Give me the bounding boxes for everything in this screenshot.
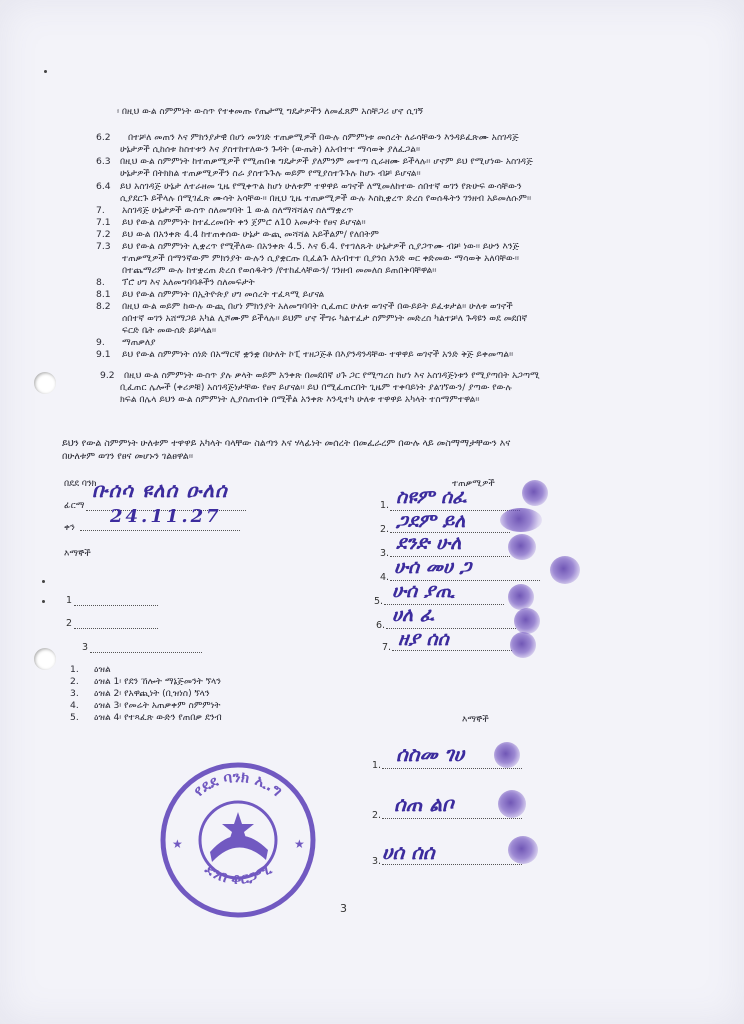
witness-line bbox=[382, 768, 522, 769]
beneficiary-signature: ሁሰ ያጢ bbox=[392, 580, 455, 602]
witness-number: 2 bbox=[66, 618, 73, 629]
bank-date: 24.11.27 bbox=[110, 506, 222, 527]
clause-line: ቢፈጠር ሌሎች (ቀሪዎቹ) አስገዳጅነታቸው የፀና ይሆናል፡፡ ይህ በሚፈጠርበት ጊዜም ተቀባይነት ያልገኘውን/ ያጣው የውሉ bbox=[120, 382, 512, 393]
clause-number: 9.1 bbox=[96, 349, 111, 360]
witness-line bbox=[382, 818, 522, 819]
stamp-top-text: የደደ ባንክ ኢ.ግ bbox=[190, 767, 286, 801]
thumbprint bbox=[522, 480, 548, 506]
beneficiary-number: 6. bbox=[376, 620, 386, 631]
beneficiary-signature: ደንድ ሁለ bbox=[396, 532, 462, 554]
closing-line: በሁለቱም ወገን የፀና መሆኑን ገልፀዋል፡፡ bbox=[62, 451, 194, 462]
clause-line: ይህ የውል ስምምነት ሊቋረጥ የሚችለው በአንቀጽ 4.5. እና 6.4. የተገለጹት ሁኔታዎች ሲያጋጥሙ ብቻ ነው፡፡ ይሁን እንጅ bbox=[122, 241, 520, 252]
clause-number: 8.1 bbox=[96, 289, 111, 300]
mark-dot bbox=[42, 600, 45, 603]
clause-number: 6.2 bbox=[96, 132, 111, 143]
beneficiaries-title: ተጠቃሚዎች bbox=[452, 478, 495, 489]
beneficiary-number: 5. bbox=[374, 596, 384, 607]
annex-item: ዕዝል 2፡ የአዋጪነት (ቢዝነስ) ኘላን bbox=[94, 688, 210, 699]
thumbprint bbox=[514, 608, 540, 634]
bank-signature: ቡሰሳ ዩለሰ ዑለሰ bbox=[92, 478, 228, 502]
thumbprint bbox=[494, 742, 520, 768]
beneficiary-signature: ሀለ ፈ bbox=[392, 604, 434, 626]
annex-item: ዕዝል bbox=[94, 664, 111, 675]
beneficiary-signature: ስዩም ሰፈ bbox=[396, 486, 467, 508]
witness-line bbox=[74, 605, 158, 606]
thumbprint bbox=[498, 790, 526, 818]
clause-line: ሁኔታዎች በትክክል ተጠቃሚዎችን ስራ ያስተጉጉሉ ወይም የሚያስተጉጉሉ ከሆኑ ብቻ ይሆናል፡፡ bbox=[120, 168, 421, 179]
clause-line: ይህ የውል ስምምነት ከተፈረመበት ቀን ጀምሮ ለ10 አመታት የፀና ይሆናል፡፡ bbox=[122, 217, 366, 228]
clause-line: በዚህ ውል ስምምነት ውስጥ ያሉ ቃላት ወይም አንቀጽ በመደበኛ ሀጉ ጋር የሚጣረስ ከሆነ እና አስገዳጅነቱን የሚያጣበት አጋጣሚ bbox=[124, 370, 540, 381]
stamp-star-icon: ★ bbox=[172, 837, 183, 851]
page-number: 3 bbox=[340, 902, 347, 915]
signature-label: ፊርማ bbox=[64, 500, 85, 511]
beneficiary-signature: ዘያ ሰሰ bbox=[398, 628, 449, 650]
bank-label: በደደ ባንክ bbox=[64, 478, 97, 489]
clause-number: 8. bbox=[96, 277, 105, 288]
bank-stamp bbox=[158, 760, 318, 920]
clause-line: ይህ የውል ስምምነት በኢትዮጵያ ሀግ መሰረት ተፈጻሚ ይሆናል bbox=[122, 289, 325, 300]
annex-number: 1. bbox=[70, 664, 79, 675]
clause-number: 9.2 bbox=[100, 370, 115, 381]
punch-hole-top bbox=[34, 372, 56, 394]
clause-number: 8.2 bbox=[96, 301, 111, 312]
clause-number: 9. bbox=[96, 337, 105, 348]
annex-item: ዕዝል 1፡ የደን ኸሎት ማኔጅመንት ኘላን bbox=[94, 676, 221, 687]
clause-number: 6.4 bbox=[96, 181, 111, 192]
beneficiary-number: 4. bbox=[380, 572, 390, 583]
clause-line: በተጨማሪም ውሉ ከተቋረጠ ድረስ የወሰዱትን /የተከፈላቸውን/ ገንዘብ መመለስ ይጠበቅባቸዋል፡፡ bbox=[122, 265, 437, 276]
stamp-star-icon: ★ bbox=[294, 837, 305, 851]
witnesses-right-title: እማኞች bbox=[462, 714, 489, 725]
clause-line: ይህ የውል ስምምነት ሰነድ በአማርኛ ቋንቋ በሁለት ኮፒ ተዘጋጅቶ በእያንዳንዳቸው ተዋዋይ ወገኖች አንድ ቅጅ ይቀመጣል፡፡ bbox=[122, 349, 514, 360]
beneficiary-number: 7. bbox=[382, 642, 392, 653]
clause-line: በዚህ ውል ስምምነት ከተጠቃሚዎች የሚጠበቁ ግዴታዎች ያለምንም መተጣ ሲራዘሙ ይችላሉ፡፡ ሆኖም ይህ የሚሆነው አስገዳጅ bbox=[120, 156, 533, 167]
clause-number: 7.2 bbox=[96, 229, 111, 240]
witness-signature: ሀሰ ሰሰ bbox=[382, 840, 435, 864]
mark-dot bbox=[44, 70, 47, 73]
stamp-bottom-text: ደንበ ቆርጋሚ bbox=[201, 859, 275, 888]
annex-number: 2. bbox=[70, 676, 79, 687]
clause-line: ሲያደርጉ ይችላሉ በሚገፈጽ ሙሳት አሳቸው፡፡ በዚህ ጊዜ ተጠቃሚዎች ውሉ እስኪቋረጥ ድረስ የወሰዱትን ገንዘብ አይመለሱም፡፡ bbox=[120, 193, 532, 204]
witness-number: 3 bbox=[82, 642, 89, 653]
clause-line: ተጠቃሚዎች በማንኛውም ምክንያት ውሉን ሲያቋርጡ ቢፈልጉ ለአብተተ ቢያንስ አንድ ወር ቀድመው ማሳወቅ አለባቸው፡፡ bbox=[122, 253, 519, 264]
annex-item: ዕዝል 4፡ የተጻፈጽ ውድን የጠበቃ ደንብ bbox=[94, 712, 222, 723]
clause-line: ማጠቃለያ bbox=[122, 337, 156, 348]
clause-line: ፡ በዚህ ውል ስምምነት ውስጥ የተቀመጡ የጤታሚ ግዴታዎችን ለመፈጸም አስቸጋሪ ሆኖ ሲገኝ bbox=[117, 106, 424, 117]
annex-number: 3. bbox=[70, 688, 79, 699]
clause-line: በተቻለ መጠን እና ምክንያታዊ በሆነ መንገድ ተጠቃሚዎች በውሉ ስምምነቱ መሰረት ለራሳቸውን እንዳይፈጽሙ አስገዳጅ bbox=[128, 132, 519, 143]
annex-number: 5. bbox=[70, 712, 79, 723]
clause-line: ፕሮ ሀግ እና አለመግባባቶችን ስለመፍታት bbox=[122, 277, 255, 288]
beneficiary-signature: ሁሰ መሀ ጋ bbox=[394, 556, 472, 578]
clause-line: በዚህ ውል ወይም ከውሉ ውጪ በሆነ ምክንያት አለመግባባት ሲፈጠር ሁለቱ ወገኖች በውይይት ይፈቱታል፡፡ ሁለቱ ወገኖች bbox=[122, 301, 513, 312]
clause-number: 6.3 bbox=[96, 156, 111, 167]
witness-line bbox=[90, 652, 202, 653]
thumbprint bbox=[510, 632, 536, 658]
clause-line: ሰበተኛ ወገን አሸማጋይ አካል ሊሾሙም ይችላሉ፡፡ ይህም ሆኖ ችግሩ ካልተፈታ ስምምነት መድረስ ካልተቻለ ጉዳዩን ወደ መደበኛ bbox=[122, 313, 528, 324]
clause-number: 7.1 bbox=[96, 217, 111, 228]
witness-signature: ሰስመ ገሀ bbox=[396, 742, 465, 766]
thumbprint bbox=[508, 584, 534, 610]
thumbprint bbox=[550, 556, 580, 584]
clause-line: ይህ ውል በአንቀጽ 4.4 ከተጠቀሰው ሁኔታ ውጪ መሻሻል አይችልም/ የለበትም bbox=[122, 229, 379, 240]
punch-hole-bottom bbox=[34, 648, 56, 670]
thumbprint bbox=[508, 534, 536, 560]
witness-number: 2. bbox=[372, 810, 382, 821]
beneficiary-signature: ጋደም ይለ bbox=[396, 510, 466, 532]
beneficiary-number: 3. bbox=[380, 548, 390, 559]
beneficiary-number: 2. bbox=[380, 524, 390, 535]
closing-line: ይህን የውል ስምምነት ሁለቱም ተዋዋይ አካላት ባላቸው ስልጣን እና ሃላፊነት መሰረት በመፈራረም በውሉ ላይ መስማማታቸውን እና bbox=[62, 438, 511, 449]
witness-number: 1 bbox=[66, 595, 73, 606]
witness-line bbox=[382, 864, 522, 865]
clause-number: 7.3 bbox=[96, 241, 111, 252]
witness-signature: ሰጠ ልቦ bbox=[394, 792, 454, 816]
beneficiary-line bbox=[392, 650, 512, 651]
stamp-emblem-icon bbox=[210, 812, 268, 862]
date-line bbox=[80, 530, 240, 531]
date-label: ቀን bbox=[64, 522, 75, 533]
annex-number: 4. bbox=[70, 700, 79, 711]
clause-line: ክፍል በሌላ ይህን ውል ስምምነት ሊያስጠብቅ በሚችል አንቀጽ እንዲተካ ሁለቱ ተዋዋይ አካላት ተስማምተዋል፡፡ bbox=[120, 394, 480, 405]
clause-line: አስገዳጅ ሁኔታዎች ውስጥ ስለመግባት 1 ውል ስለማሻሻልና ስለማቋረጥ bbox=[122, 205, 354, 216]
clause-line: ይህ አስገዳጅ ሁኔታ ለተራዘመ ጊዜ የሚቀጥል ከሆነ ሁለቱም ተዋዋይ ወገኖች ለሚመለከተው ሰበተኛ ወገን የጽሁፍ ውሳቸውን bbox=[120, 181, 522, 192]
clause-line: ሁኔታዎች ሲከሰቱ ከስተቱን እና ያስተከተለውን ጉዳት (ውጤት) ለአብተተ ማሳወቅ ያለፈጋል፡፡ bbox=[120, 144, 421, 155]
thumbprint bbox=[500, 508, 542, 532]
thumbprint bbox=[508, 836, 538, 864]
witness-number: 1. bbox=[372, 760, 382, 771]
beneficiary-number: 1. bbox=[380, 500, 390, 511]
annex-item: ዕዝል 3፡ የመሬት አጠቃቀም ስምምነት bbox=[94, 700, 221, 711]
witnesses-left-title: እማኞች bbox=[64, 548, 91, 559]
witness-line bbox=[74, 628, 158, 629]
mark-dot bbox=[42, 580, 45, 583]
clause-line: ፍርድ ቤት መውሰድ ይቻላል፡፡ bbox=[122, 325, 217, 336]
witness-number: 3. bbox=[372, 856, 382, 867]
clause-number: 7. bbox=[96, 205, 105, 216]
